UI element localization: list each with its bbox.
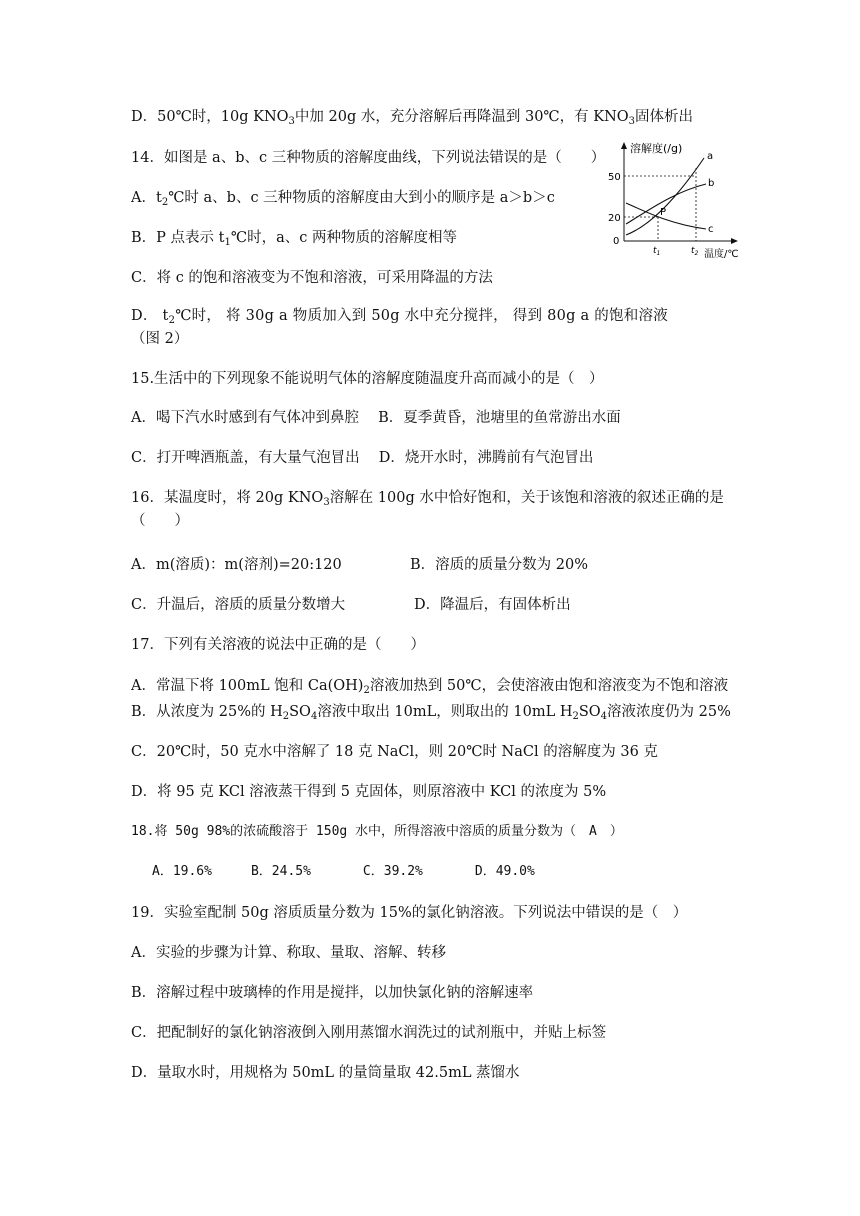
q19-option-d: D．量取水时，用规格为 50mL 的量筒量取 42.5mL 蒸馏水 <box>131 1065 520 1081</box>
q14-option-a: A．$t_2℃$时 a、b、c 三种物质的溶解度由大到小的顺序是 a＞b＞c <box>131 190 555 208</box>
q16-option-d: D．降温后，有固体析出 <box>414 597 571 613</box>
q15-options-cd: C．打开啤酒瓶盖，有大量气泡冒出 D．烧开水时，沸腾前有气泡冒出 <box>131 450 594 466</box>
curve-c-label: c <box>708 224 714 235</box>
origin-label: 0 <box>613 236 620 247</box>
x-tick-t2: $t_2$ <box>691 246 699 257</box>
q19-option-c: C．把配制好的氯化钠溶液倒入刚用蒸馏水润洗过的试剂瓶中，并贴上标签 <box>131 1025 607 1041</box>
q17-option-c: C．20℃时，50 克水中溶解了 18 克 NaCl，则 20℃时 NaCl 的溶解度为 36 克 <box>131 744 658 760</box>
q16-stem: 16．某温度时，将 20g $KNO_3$溶解在 100g 水中恰好饱和，关于该饱和溶液的叙述正确的是 <box>131 490 724 508</box>
q14-option-b: B．P 点表示 $t_1℃$时，a、c 两种物质的溶解度相等 <box>131 230 457 248</box>
y-axis-label: 溶解度(/g) <box>630 142 683 155</box>
solubility-curve-figure <box>604 140 752 262</box>
curve-b-label: b <box>708 178 715 189</box>
solubility-chart <box>604 140 752 262</box>
q14-option-d-cont: （图 2） <box>131 331 189 347</box>
q16-stem-cont: （ ） <box>131 513 189 529</box>
x-tick-t1: $t_1$ <box>653 246 661 257</box>
curve-a-label: a <box>707 151 714 162</box>
q17-option-b: B．从浓度为 25%的 $H_2SO_4$溶液中取出 10mL，则取出的 10mL $H_2SO_4$溶液浓度仍为 25% <box>131 704 731 722</box>
q17-stem: 17．下列有关溶液的说法中正确的是（ ） <box>131 637 425 653</box>
q14-option-c: C．将 c 的饱和溶液变为不饱和溶液，可采用降温的方法 <box>131 270 493 286</box>
y-axis-arrow <box>621 142 627 149</box>
q17-option-a: A．常温下将 100mL 饱和 $Ca(OH)_2$溶液加热到 50℃，会使溶液由饱和溶液变为不饱和溶液 <box>131 678 729 696</box>
q16-option-a: A．m(溶质)：m(溶剂)=20:120 <box>131 557 342 573</box>
q15-options-ab: A．喝下汽水时感到有气体冲到鼻腔 B．夏季黄昏，池塘里的鱼常游出水面 <box>131 410 621 426</box>
q18-stem: 18.将 50g 98%的浓硫酸溶于 150g 水中，所得溶液中溶质的质量分数为（ A ） <box>131 824 623 839</box>
curve-b <box>626 184 706 224</box>
q16-option-c: C．升温后，溶质的质量分数增大 <box>131 597 346 613</box>
y-tick-50: 50 <box>608 172 621 183</box>
point-p-label: P <box>660 207 667 218</box>
q14-stem: 14．如图是 a、b、c 三种物质的溶解度曲线，下列说法错误的是（ ） <box>131 150 606 166</box>
q19-option-a: A．实验的步骤为计算、称取、量取、溶解、转移 <box>131 945 446 961</box>
q15-stem: 15.生活中的下列现象不能说明气体的溶解度随温度升高而减小的是（ ） <box>131 371 604 387</box>
q18-options: A．19.6% B．24.5% C．39.2% D．49.0% <box>152 864 535 879</box>
x-axis-arrow <box>731 238 738 244</box>
x-axis-label: 温度/℃ <box>704 249 739 260</box>
q19-stem: 19．实验室配制 50g 溶质质量分数为 15%的氯化钠溶液。下列说法中错误的是（ ） <box>131 905 688 921</box>
q19-option-b: B．溶解过程中玻璃棒的作用是搅拌，以加快氯化钠的溶解速率 <box>131 985 534 1001</box>
q13-option-d: D．50℃时，10g $KNO_3$中加 20g 水，充分溶解后再降温到 30℃，有 $KNO_3$固体析出 <box>131 109 694 127</box>
y-tick-20: 20 <box>608 213 621 224</box>
q17-option-d: D．将 95 克 KCl 溶液蒸干得到 5 克固体，则原溶液中 KCl 的浓度为 5% <box>131 784 607 800</box>
q14-option-d: D． $t_2℃$时， 将 30g a 物质加入到 50g 水中充分搅拌， 得到 80g a 的饱和溶液 <box>131 308 668 326</box>
q16-option-b: B．溶质的质量分数为 20% <box>410 557 588 573</box>
curve-a <box>626 158 704 235</box>
